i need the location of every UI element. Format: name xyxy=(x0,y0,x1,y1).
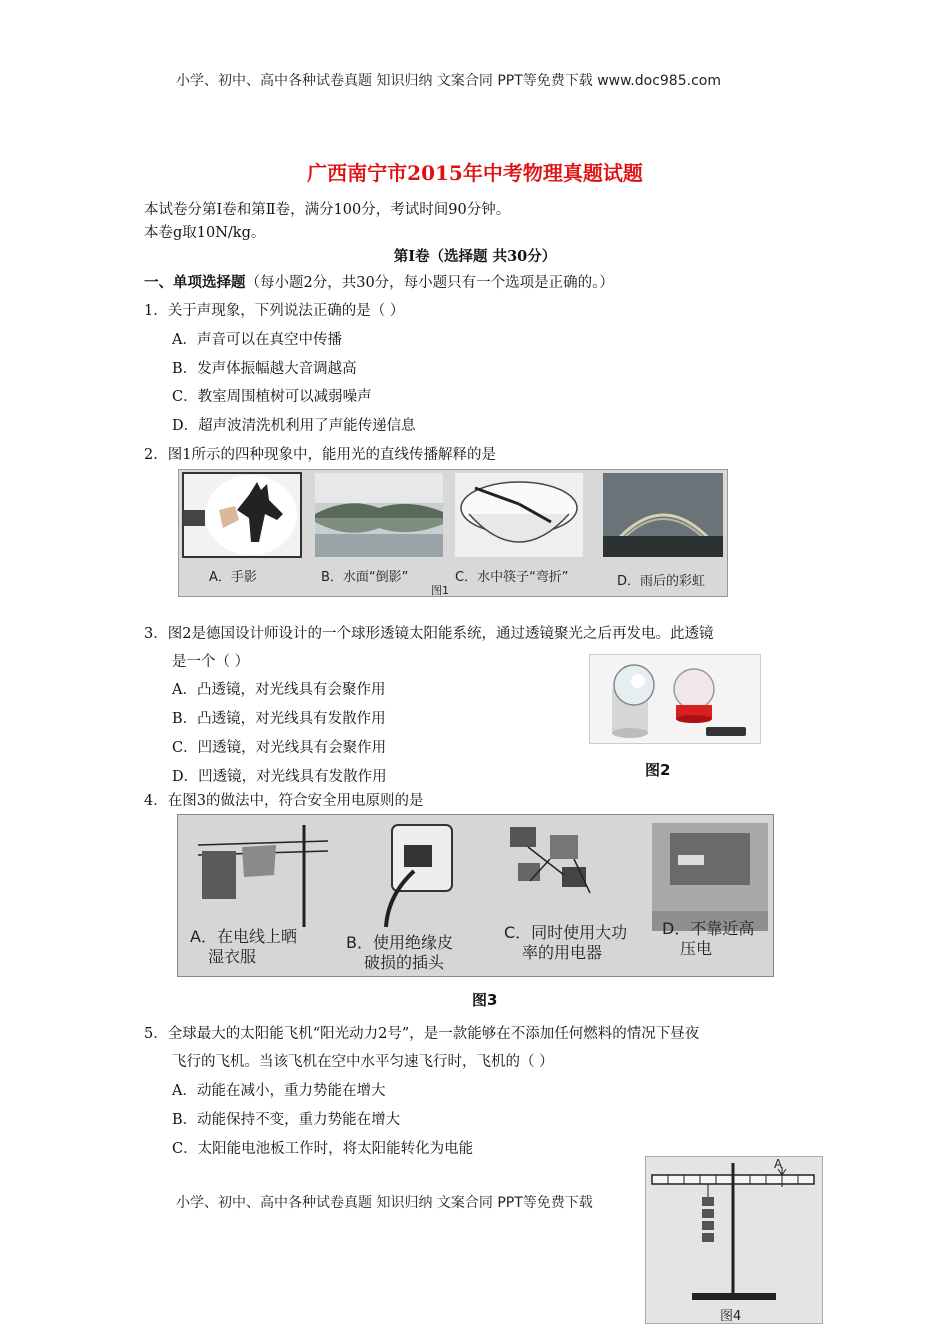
q1-option-c: C．教室周围植树可以减弱噪声 xyxy=(172,389,372,405)
q3-option-d: D．凹透镜，对光线具有发散作用 xyxy=(172,769,387,785)
q1-option-a: A．声音可以在真空中传播 xyxy=(172,332,342,348)
q3-option-c: C．凹透镜，对光线具有会聚作用 xyxy=(172,740,387,756)
figure-1-strip xyxy=(178,469,728,597)
figure-3-strip xyxy=(177,814,774,977)
figure-4-photo xyxy=(645,1156,823,1324)
figure-4-label: 图4 xyxy=(720,1309,742,1324)
q1-option-d: D．超声波清洗机利用了声能传递信息 xyxy=(172,418,416,434)
q5-option-a: A．动能在减小，重力势能在增大 xyxy=(172,1083,386,1099)
figure-1-caption-c: C．水中筷子“弯折” xyxy=(455,570,569,585)
q3-option-a: A．凸透镜，对光线具有会聚作用 xyxy=(172,682,386,698)
q3-stem-line-2: 是一个（ ） xyxy=(172,654,250,670)
page-footer: 小学、初中、高中各种试卷真题 知识归纳 文案合同 PPT等免费下载 xyxy=(176,1195,593,1211)
q4-stem: 4．在图3的做法中，符合安全用电原则的是 xyxy=(144,793,424,809)
figure-1-caption-d: D．雨后的彩虹 xyxy=(617,574,706,589)
figure-3-caption-b: B．使用绝缘皮 破损的插头 xyxy=(346,933,453,972)
q3-option-b: B．凸透镜，对光线具有发散作用 xyxy=(172,711,386,727)
figure-3-label: 图3 xyxy=(472,991,498,1009)
q5-option-c: C．太阳能电池板工作时，将太阳能转化为电能 xyxy=(172,1141,474,1157)
page-header: 小学、初中、高中各种试卷真题 知识归纳 文案合同 PPT等免费下载 www.doc985.com xyxy=(176,73,721,89)
q1-stem: 1．关于声现象，下列说法正确的是（ ） xyxy=(144,303,405,319)
part1-heading xyxy=(144,273,614,293)
figure-3-caption-d: D．不靠近高 压电 xyxy=(662,919,755,958)
figure-2-label: 图2 xyxy=(645,761,671,779)
figure-1-caption-b: B．水面“倒影” xyxy=(321,570,409,585)
figure-2-illustration xyxy=(590,655,760,743)
q2-stem: 2．图1所示的四种现象中，能用光的直线传播解释的是 xyxy=(144,447,496,463)
q5-option-b: B．动能保持不变，重力势能在增大 xyxy=(172,1112,401,1128)
intro-line-1: 本试卷分第Ⅰ卷和第Ⅱ卷，满分100分，考试时间90分钟。 xyxy=(144,202,511,218)
part1-note: （每小题2分，共30分，每小题只有一个选项是正确的。） xyxy=(245,275,614,291)
q5-stem-line-1: 5．全球最大的太阳能飞机“阳光动力2号”，是一款能够在不添加任何燃料的情况下昼夜 xyxy=(144,1026,700,1042)
q5-stem-line-2: 飞行的飞机。当该飞机在空中水平匀速飞行时，飞机的（ ） xyxy=(172,1054,554,1070)
figure-2-photo xyxy=(589,654,761,744)
intro-line-2: 本卷g取10N/kg。 xyxy=(144,225,266,241)
figure-4-illustration xyxy=(646,1157,822,1323)
figure-1-caption-a: A．手影 xyxy=(209,570,257,585)
figure-3-caption-c: C．同时使用大功 率的用电器 xyxy=(504,923,628,962)
q1-option-b: B．发声体振幅越大音调越高 xyxy=(172,361,357,377)
part1-label: 一、单项选择题 xyxy=(144,274,246,291)
figure-1-label: 图1 xyxy=(431,584,449,597)
section-heading: 第Ⅰ卷（选择题 共30分） xyxy=(393,248,557,265)
figure-4-mark-a: A xyxy=(774,1157,783,1171)
q3-stem-line-1: 3．图2是德国设计师设计的一个球形透镜太阳能系统，通过透镜聚光之后再发电。此透镜 xyxy=(144,626,714,642)
exam-title: 广西南宁市2015年中考物理真题试题 xyxy=(307,161,643,185)
figure-3-caption-a: A．在电线上晒 湿衣服 xyxy=(190,927,297,966)
